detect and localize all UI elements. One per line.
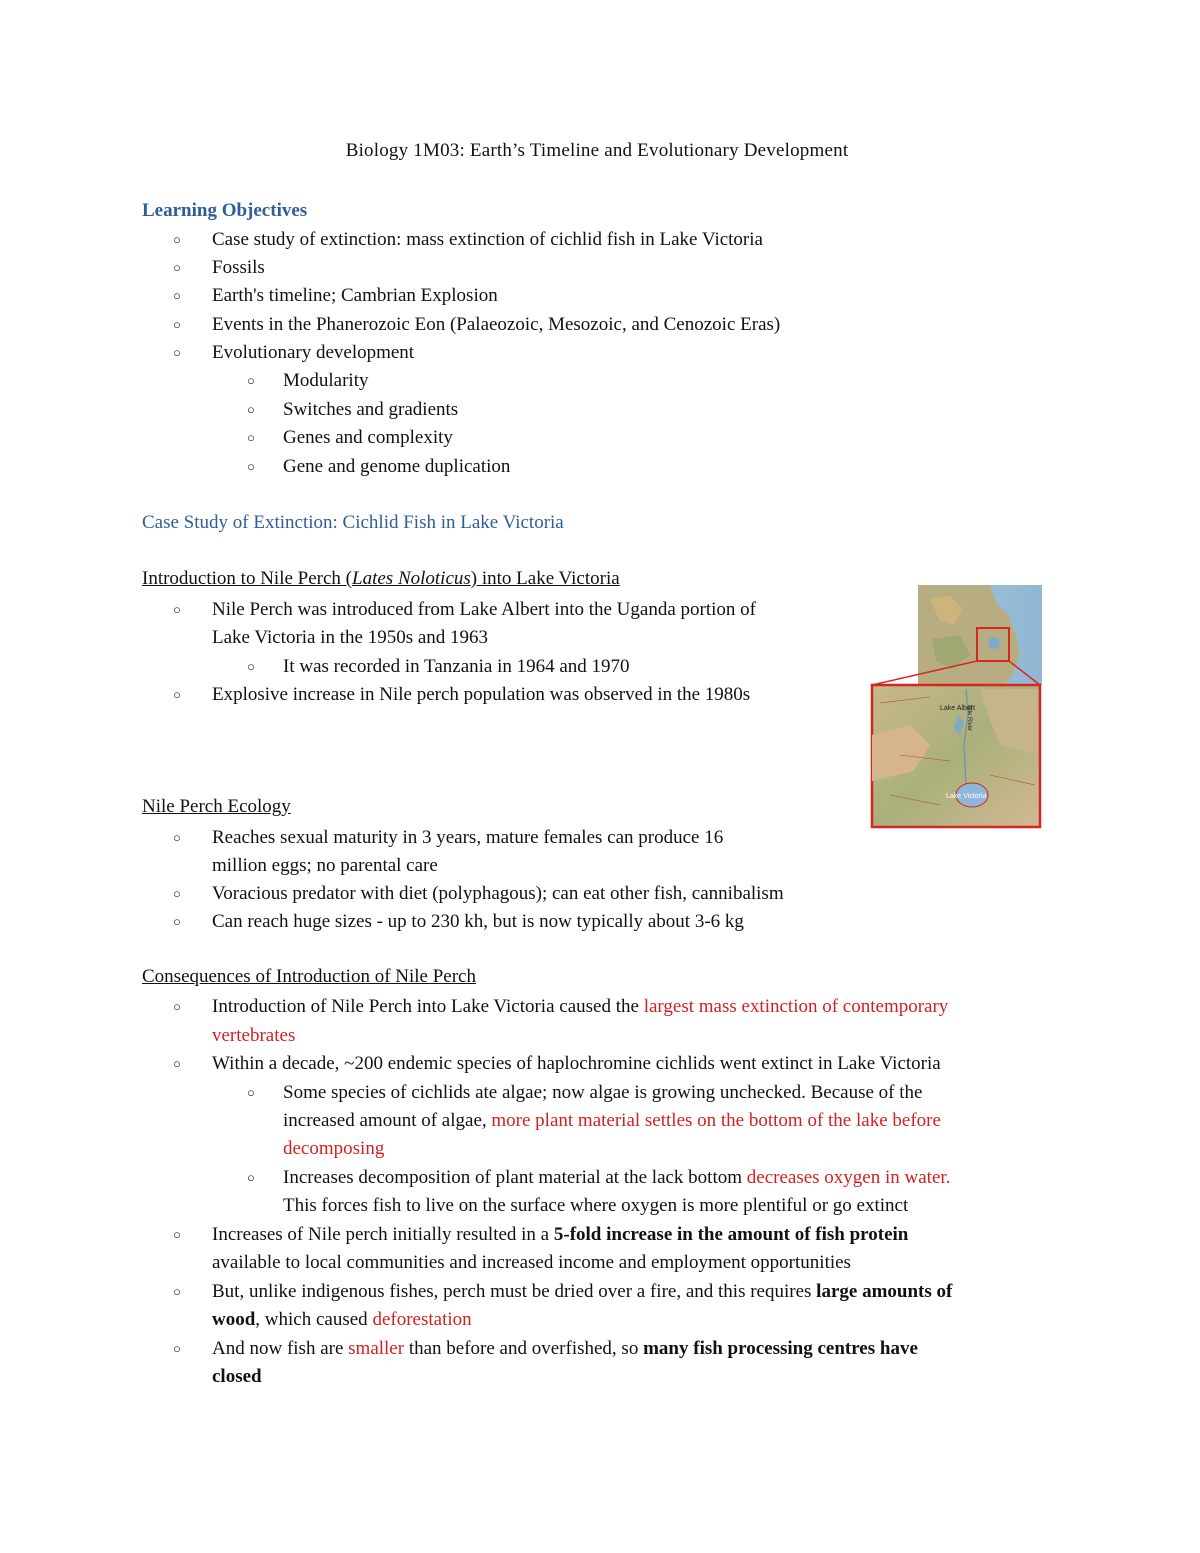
objective-subitem: Switches and gradients — [283, 399, 459, 420]
bullet-icon: ○ — [173, 260, 181, 275]
bullet-icon: ○ — [173, 602, 181, 617]
consequence-item: Within a decade, ~200 endemic species of haplochromine cichlids went extinct in Lake Victoria — [212, 1053, 941, 1074]
bullet-icon: ○ — [247, 659, 255, 674]
consequence-subitem-line: increased amount of algae, more plant material settles on the bottom of the lake before — [283, 1110, 941, 1131]
case-study-heading: Case Study of Extinction: Cichlid Fish in Lake Victoria — [142, 512, 564, 533]
objective-subitem: Modularity — [283, 370, 369, 391]
bullet-icon: ○ — [173, 914, 181, 929]
objective-item: Case study of extinction: mass extinction of cichlid fish in Lake Victoria — [212, 229, 763, 250]
ecology-heading: Nile Perch Ecology — [142, 796, 291, 817]
objective-item: Events in the Phanerozoic Eon (Palaeozoic, Mesozoic, and Cenozoic Eras) — [212, 314, 781, 335]
bullet-icon: ○ — [173, 288, 181, 303]
bullet-icon: ○ — [173, 232, 181, 247]
objective-subitem: Gene and genome duplication — [283, 456, 511, 477]
bullet-icon: ○ — [173, 1056, 181, 1071]
consequence-item-line: closed — [212, 1366, 262, 1387]
objective-subitem: Genes and complexity — [283, 427, 453, 448]
map-label-lake-albert: Lake Albert — [940, 705, 976, 712]
bullet-icon: ○ — [173, 886, 181, 901]
bullet-icon: ○ — [173, 317, 181, 332]
consequence-item-line: available to local communities and increased income and employment opportunities — [212, 1252, 851, 1273]
objective-item: Fossils — [212, 257, 265, 278]
bullet-icon: ○ — [247, 459, 255, 474]
learning-objectives-heading: Learning Objectives — [142, 200, 308, 221]
consequence-subitem-line: Increases decomposition of plant material at the lack bottom decreases oxygen in water. — [283, 1167, 951, 1188]
bullet-icon: ○ — [247, 373, 255, 388]
map-label-lake-victoria: Lake Victoria — [946, 793, 987, 800]
consequences-heading: Consequences of Introduction of Nile Perch — [142, 966, 476, 987]
map-label-nile-river: Nile River — [966, 705, 972, 732]
bullet-icon: ○ — [247, 1085, 255, 1100]
consequence-subitem-line: This forces fish to live on the surface where oxygen is more plentiful or go extinct — [283, 1195, 909, 1216]
intro-item-line: Nile Perch was introduced from Lake Albert into the Uganda portion of — [212, 599, 756, 620]
ecology-item-line: million eggs; no parental care — [212, 855, 438, 876]
bullet-icon: ○ — [173, 1341, 181, 1356]
bullet-icon: ○ — [247, 402, 255, 417]
east-africa-map-image — [870, 585, 1042, 829]
bullet-icon: ○ — [173, 830, 181, 845]
ecology-item-line: Reaches sexual maturity in 3 years, mature females can produce 16 — [212, 827, 724, 848]
intro-heading: Introduction to Nile Perch (Lates Noloticus) into Lake Victoria — [142, 568, 620, 589]
consequence-item-line: vertebrates — [212, 1025, 296, 1046]
consequence-item-line: Increases of Nile perch initially resulted in a 5-fold increase in the amount of fish protein — [212, 1224, 909, 1245]
objective-item: Earth's timeline; Cambrian Explosion — [212, 285, 498, 306]
consequence-subitem-line: Some species of cichlids ate algae; now algae is growing unchecked. Because of the — [283, 1082, 923, 1103]
intro-subitem: It was recorded in Tanzania in 1964 and 1970 — [283, 656, 630, 677]
intro-item: Explosive increase in Nile perch population was observed in the 1980s — [212, 684, 751, 705]
small-map-lake — [988, 637, 1000, 649]
bullet-icon: ○ — [247, 430, 255, 445]
consequence-item-line: wood, which caused deforestation — [212, 1309, 472, 1330]
consequence-item-line: Introduction of Nile Perch into Lake Victoria caused the largest mass extinction of contemporary — [212, 996, 949, 1017]
bullet-icon: ○ — [247, 1170, 255, 1185]
objective-item: Evolutionary development — [212, 342, 415, 363]
consequence-item-line: But, unlike indigenous fishes, perch must be dried over a fire, and this requires large amounts of — [212, 1281, 953, 1302]
bullet-icon: ○ — [173, 999, 181, 1014]
ecology-item: Voracious predator with diet (polyphagous); can eat other fish, cannibalism — [212, 883, 784, 904]
bullet-icon: ○ — [173, 687, 181, 702]
intro-item-line: Lake Victoria in the 1950s and 1963 — [212, 627, 489, 648]
bullet-icon: ○ — [173, 345, 181, 360]
bullet-icon: ○ — [173, 1227, 181, 1242]
consequence-subitem-line: decomposing — [283, 1138, 385, 1159]
ecology-item: Can reach huge sizes - up to 230 kh, but is now typically about 3-6 kg — [212, 911, 744, 932]
consequence-item-line: And now fish are smaller than before and overfished, so many fish processing centres have — [212, 1338, 918, 1359]
bullet-icon: ○ — [173, 1284, 181, 1299]
document-title: Biology 1M03: Earth’s Timeline and Evolutionary Development — [345, 140, 849, 161]
